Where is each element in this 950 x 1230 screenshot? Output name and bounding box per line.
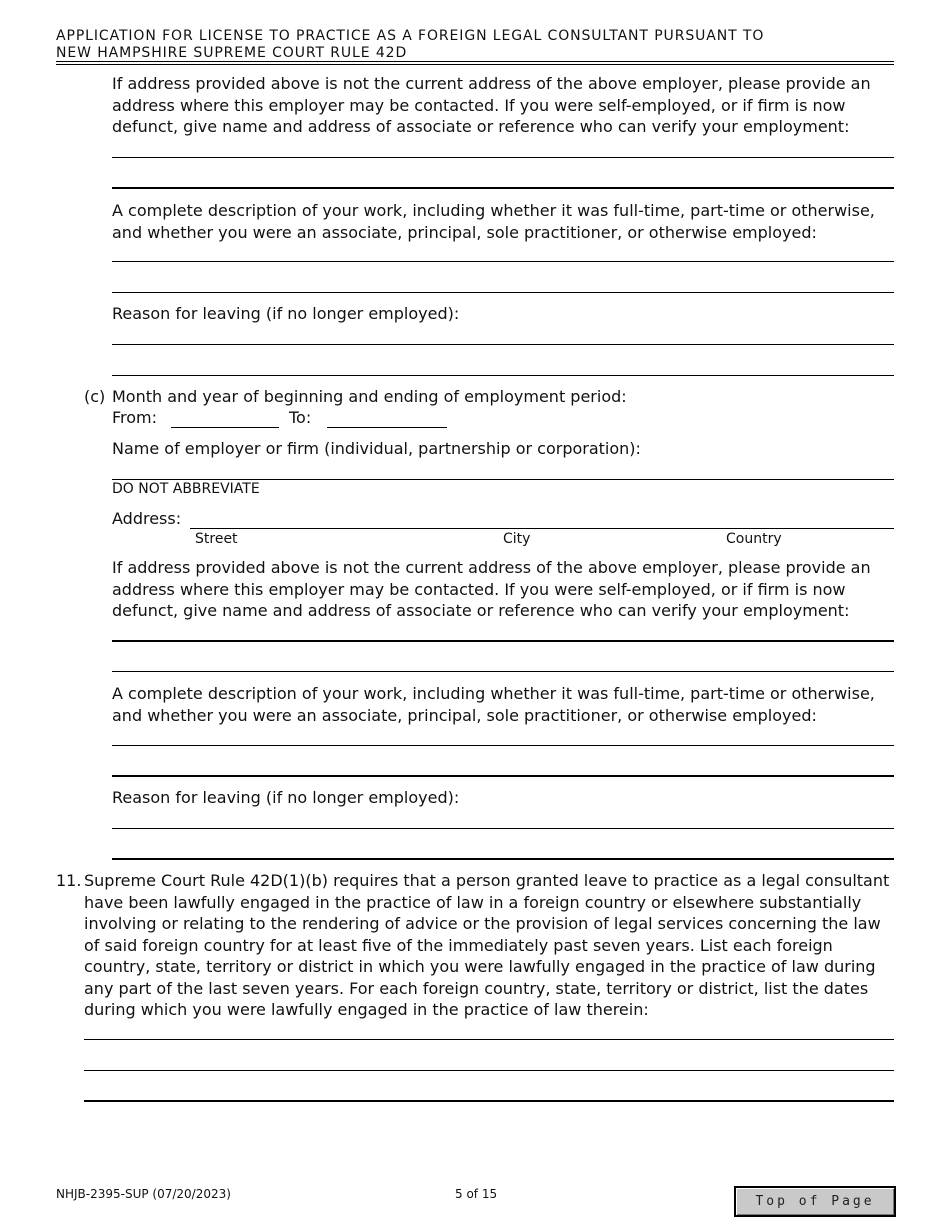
form-title-line2: NEW HAMPSHIRE SUPREME COURT RULE 42D [56, 45, 408, 61]
form-id: NHJB-2395-SUP (07/20/2023) [56, 1187, 231, 1201]
reason-label-c: Reason for leaving (if no longer employed): [112, 788, 460, 807]
employer-name-label: Name of employer or firm (individual, partnership or corporation): [112, 439, 641, 458]
form-title-line1: APPLICATION FOR LICENSE TO PRACTICE AS A FOREIGN LEGAL CONSULTANT PURSUANT TO [56, 28, 765, 44]
reason-field-c-2[interactable] [112, 858, 894, 860]
from-label: From: [112, 408, 158, 427]
reason-field-b-2[interactable] [112, 375, 894, 376]
address-label: Address: [112, 509, 182, 528]
alt-address-instructions-c: If address provided above is not the current address of the above employer, please provide an address where this employer may be contacted. If you were self-employed, or if firm is now defunct, give name and address of associate or reference who can verify your employment: [112, 558, 871, 620]
work-description-instructions-b: A complete description of your work, including whether it was full-time, part-time or otherwise, and whether you were an associate, principal, sole practitioner, or otherwise employed: [112, 201, 875, 242]
header-rule-top [56, 61, 894, 62]
do-not-abbreviate-note: DO NOT ABBREVIATE [112, 481, 260, 497]
alt-address-field-b-2[interactable] [112, 187, 894, 189]
alt-address-instructions-b: If address provided above is not the current address of the above employer, please provide an address where this employer may be contacted. If you were self-employed, or if firm is now defunct, give name and address of associate or reference who can verify your employment: [112, 74, 871, 136]
question-11-number: 11. [56, 871, 82, 890]
to-label: To: [289, 408, 312, 427]
alt-address-field-b-1[interactable] [112, 157, 894, 158]
employment-period-label: Month and year of beginning and ending of employment period: [112, 387, 627, 406]
question-11-field-3[interactable] [84, 1100, 894, 1102]
work-description-field-c-1[interactable] [112, 745, 894, 746]
reason-field-b-1[interactable] [112, 344, 894, 345]
address-field[interactable] [190, 528, 894, 529]
from-date-field[interactable] [171, 427, 279, 428]
country-caption: Country [726, 531, 782, 547]
alt-address-field-c-2[interactable] [112, 671, 894, 672]
header-rule-bottom [56, 64, 894, 65]
page-number: 5 of 15 [455, 1187, 498, 1201]
work-description-field-b-2[interactable] [112, 292, 894, 293]
alt-address-field-c-1[interactable] [112, 640, 894, 642]
top-of-page-button[interactable]: Top of Page [734, 1186, 896, 1217]
street-caption: Street [195, 531, 238, 547]
reason-field-c-1[interactable] [112, 828, 894, 829]
to-date-field[interactable] [327, 427, 447, 428]
employer-name-field[interactable] [112, 479, 894, 480]
section-c-marker: (c) [84, 387, 106, 406]
question-11-text: Supreme Court Rule 42D(1)(b) requires that a person granted leave to practice as a legal consultant have been lawfully engaged in the practice of law in a foreign country or elsewhere substantially involving or relating to the rendering of advice or the provision of legal services concerning the law of said foreign country for at least five of the immediately past seven years. List each foreign country, state, territory or district in which you were lawfully engaged in the practice of law during any part of the last seven years. For each foreign country, state, territory or district, list the dates during which you were lawfully engaged in the practice of law therein: [84, 871, 890, 1019]
question-11-field-1[interactable] [84, 1039, 894, 1040]
question-11-field-2[interactable] [84, 1070, 894, 1071]
work-description-field-c-2[interactable] [112, 775, 894, 777]
reason-label-b: Reason for leaving (if no longer employed): [112, 304, 460, 323]
work-description-instructions-c: A complete description of your work, including whether it was full-time, part-time or otherwise, and whether you were an associate, principal, sole practitioner, or otherwise employed: [112, 684, 875, 725]
city-caption: City [503, 531, 531, 547]
work-description-field-b-1[interactable] [112, 261, 894, 262]
